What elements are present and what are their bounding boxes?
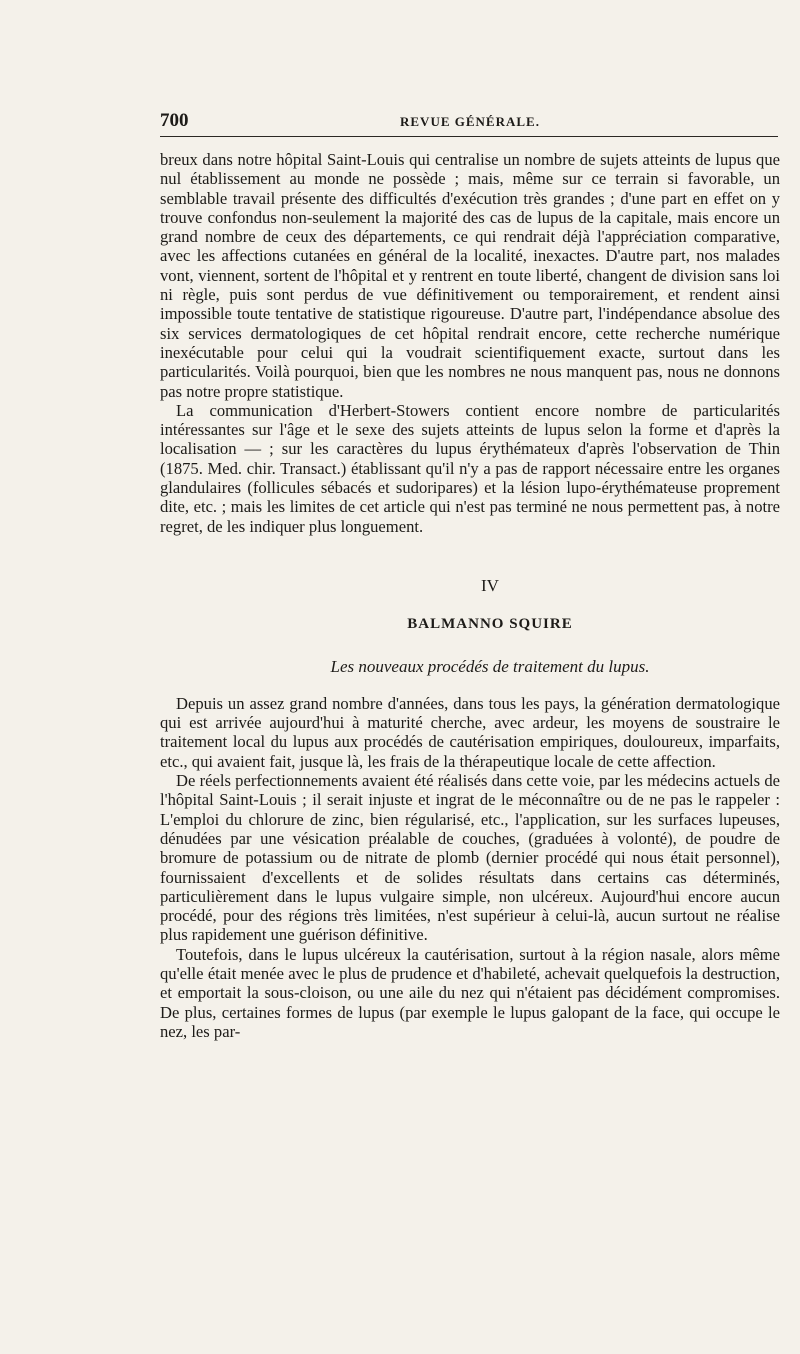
page-number: 700 xyxy=(160,110,189,131)
header-rule xyxy=(160,136,778,137)
section-author: BALMANNO SQUIRE xyxy=(407,616,573,633)
paragraph: De réels perfectionnements avaient été réalisés dans cette voie, par les médecins actuels de l'hôpital Saint-Louis ; il serait injuste et ingrat de le méconnaître ou de ne pas le rappeler : L'emploi du chlorure de zinc, bien régularisé, etc., l'application, sur les surfaces lupeuses, dénudées par une vésication préalable de couches, (graduées à volonté), de poudre de bromure de potassium ou de nitrate de plomb (dernier procédé qui nous était personnel), fournissaient d'excellents et de solides résultats dans certains cas déterminés, particulièrement dans le lupus vulgaire simple, non ulcéreux. Aujourd'hui encore aucun procédé, pour des régions très limitées, n'est supérieur à celui-là, aucun surtout ne réalise plus rapidement une guérison définitive. xyxy=(160,771,780,945)
running-title: REVUE GÉNÉRALE. xyxy=(400,114,540,129)
article-body xyxy=(160,150,780,1041)
paragraph: Depuis un assez grand nombre d'années, dans tous les pays, la génération dermatologique qui est arrivée aujourd'hui à maturité cherche, avec ardeur, les moyens de soustraire le traitement local du lupus aux procédés de cautérisation empiriques, douloureux, imparfaits, etc., qui avaient fait, jusque là, les frais de la thérapeutique locale de cette affection. xyxy=(160,693,780,771)
section-number: IV xyxy=(481,575,499,595)
paragraph: La communication d'Herbert-Stowers contient encore nombre de particularités intéressantes sur l'âge et le sexe des sujets atteints de lupus selon la forme et d'après la localisation — ; sur les caractères du lupus érythémateux d'après l'observation de Thin (1875. Med. chir. Transact.) établissant qu'il n'y a pas de rapport nécessaire entre les organes glandulaires (follicules sébacés et sudoripares) et la lésion lupo-érythémateuse proprement dite, etc. ; mais les limites de cet article qui n'est pas terminé ne nous permettent pas, à notre regret, de les indiquer plus longuement. xyxy=(160,400,780,536)
page-header xyxy=(160,110,780,134)
paragraph: Toutefois, dans le lupus ulcéreux la cautérisation, surtout à la région nasale, alors même qu'elle était menée avec le plus de prudence et d'habileté, achevait quelquefois la destruction, et emportait la sous-cloison, ou une aile du nez qui n'étaient pas décidément compromises. De plus, certaines formes de lupus (par exemple le lupus galopant de la face, qui occupe le nez, les par- xyxy=(160,944,780,1041)
section-subtitle: Les nouveaux procédés de traitement du lupus. xyxy=(330,656,650,676)
paragraph: breux dans notre hôpital Saint-Louis qui centralise un nombre de sujets atteints de lupus que nul établissement au monde ne possède ; mais, même sur ce terrain si favorable, un semblable travail présente des difficultés d'exécution très grandes ; d'une part en effet on y trouve confondus non-seulement la majorité des cas de lupus de la capitale, mais encore un grand nombre de ceux des départements, ce qui rendrait déjà l'appréciation comparative, avec les affections cutanées en général de la localité, inexactes. D'autre part, nos malades vont, viennent, sortent de l'hôpital et y rentrent en toute liberté, changent de division sans loi ni règle, puis sont perdus de vue définitivement ou temporairement, et rendent ainsi impossible toute tentative de statistique rigoureuse. D'autre part, l'indépendance absolue des six services dermatologiques de cet hôpital rendrait encore, cette recherche numérique inexécutable pour celui qui la voudrait scientifiquement exacte, surtout dans les particularités. Voilà pourquoi, bien que les nombres ne nous manquent pas, nous ne donnons pas notre propre statistique. xyxy=(160,150,780,401)
